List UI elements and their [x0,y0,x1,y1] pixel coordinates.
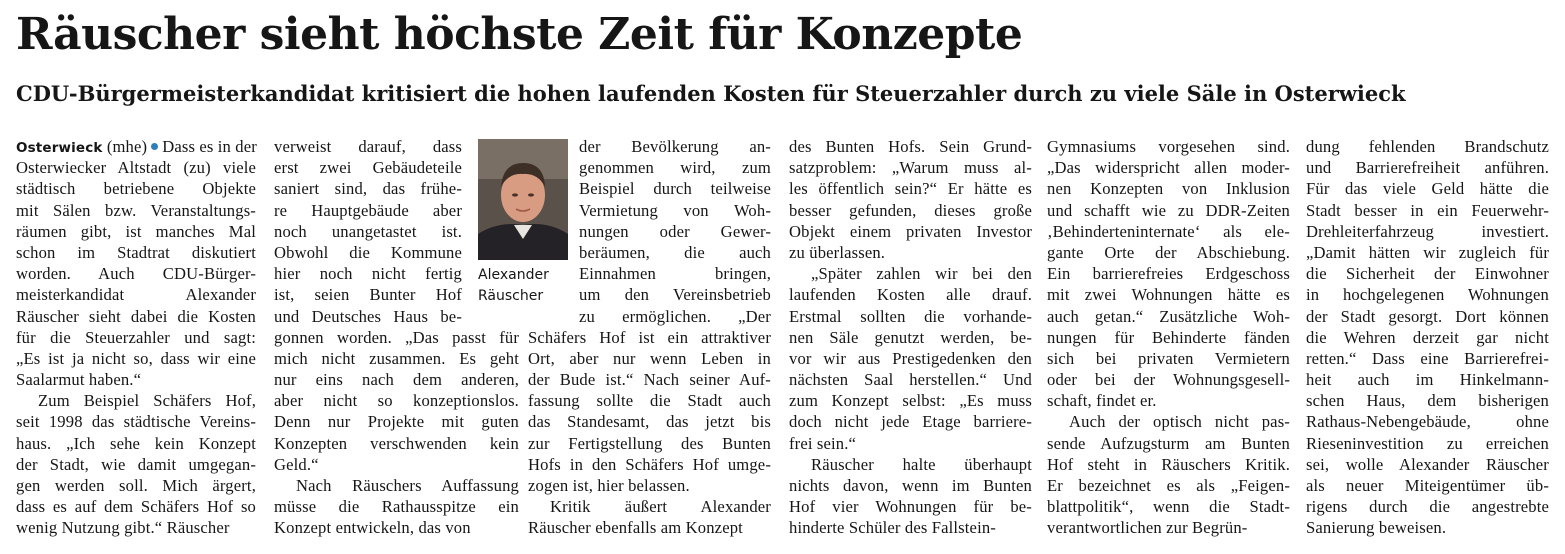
column-1-line-19: wenig Nutzung gibt.“ Räuscher [16,518,230,538]
column-6-line-14: Rathaus-Nebengebäude, ohne [1306,412,1549,432]
column-2-line-17: Nach Räuschers Auffassung [296,476,519,495]
column-4-line-5: Objekt einem privaten Investor [789,221,1032,241]
article-column-3 [528,136,771,539]
column-6-line-13: schen Haus, dem bisherigen [1306,391,1549,411]
column-3-line-5: nungen oder Gewer- [579,221,771,241]
column-2-line-5: noch unangetastet ist. [274,221,462,241]
column-4-line-18: Hof vier Wohnungen für be- [789,497,1032,517]
column-4-line-8: laufenden Kosten alle drauf. [789,285,1032,305]
column-1-line-3: städtisch betriebene Objekte [16,179,256,199]
column-6-line-17: als neuer Miteigentümer üb- [1306,476,1549,495]
column-1-line-11: „Es ist ja nicht so, dass wir eine [16,348,256,368]
column-4-line-16: Räuscher halte überhaupt [811,454,1032,474]
column-4-line-14: doch nicht jede Etage barriere- [789,412,1032,432]
column-6-line-3: Für das viele Geld hätte die [1306,179,1549,199]
column-2-line-3: saniert sind, das frühe- [274,179,462,199]
column-5-line-14: Auch der optisch nicht pas- [1069,412,1290,432]
column-5-line-9: auch getan.“ Zusätzliche Woh- [1047,306,1290,326]
column-6-line-7: die Sicherheit der Einwohner [1306,264,1549,284]
column-5-line-16: Hof steht in Räuschers Kritik. [1047,454,1290,474]
column-4-line-11: vor wir aus Prestigedenken den [789,348,1032,368]
column-5-line-12: oder bei der Wohnungsgesell- [1047,370,1290,390]
column-1-line-1: Dass es in der [162,137,257,156]
column-3-line-15: zur Fertigstellung des Bunten [528,433,771,453]
column-2-line-7: hier noch nicht fertig [274,264,462,284]
column-5-line-2: „Das widerspricht allen moder- [1047,158,1290,178]
column-2-line-9: und Deutsches Haus be- [274,306,462,326]
column-6-line-9: der Stadt gesorgt. Dort können [1306,306,1549,326]
column-5-line-3: nen Konzepten von Inklusion [1047,179,1290,199]
column-3-line-19: Räuscher ebenfalls am Konzept [528,518,743,538]
column-1-line-16: der Stadt, wie damit umgegan- [16,454,256,474]
column-3-line-4: Vermietung von Woh- [579,200,771,220]
article-headline: Räuscher sieht höchste Zeit für Konzepte [16,9,1023,60]
column-3-line-9: zu ermöglichen. „Der [579,306,771,326]
column-3-line-11: Ort, aber nur wenn Leben in [528,348,771,368]
column-6-line-18: rigens durch die angestrebte [1306,497,1549,517]
column-5-line-4: und schafft wie zu DDR-Zeiten [1047,200,1290,220]
column-1-line-17: gen werden soll. Mich ärgert, [16,476,256,495]
column-4-line-19: hinderte Schüler des Fallstein- [789,518,996,538]
column-1-line-14: seit 1998 das städtische Vereins- [16,412,256,432]
dateline-author: (mhe) [106,137,148,156]
column-6-line-11: retten.“ Dass eine Barrierefrei- [1306,348,1549,368]
column-4-line-1: des Bunten Hofs. Sein Grund- [789,137,1032,156]
column-3-line-7: Einnahmen bringen, [579,264,771,284]
column-6-line-6: „Damit hätten wir zugleich für [1306,242,1549,262]
column-2-line-18: müsse die Rathausspitze ein [274,497,519,517]
column-6-line-15: Rieseninvestition zu erreichen [1306,433,1549,453]
column-2-line-1: verweist darauf, dass [274,137,462,156]
column-6-line-1: dung fehlenden Brandschutz [1306,137,1549,156]
column-6-line-5: Drehleiterfahrzeug investiert. [1306,221,1549,241]
column-5-line-1: Gymnasiums vorgesehen sind. [1047,137,1290,156]
column-6-line-16: sei, wolle Alexander Räuscher [1306,454,1549,474]
dateline [16,136,256,157]
column-3-line-16: Hofs in den Schäfers Hof umge- [528,454,771,474]
column-6-line-2: und Barrierefreiheit anführen. [1306,158,1549,178]
column-6-line-19: Sanierung beweisen. [1306,518,1447,538]
column-4-line-6: zu überlassen. [789,242,886,262]
column-4-line-9: Erstmal sollten die vorhande- [789,306,1032,326]
column-5-line-15: sende Aufzugsturm am Bunten [1047,433,1290,453]
column-3-line-13: fassung sollte die Stadt auch [528,391,771,411]
caption-line: Räuscher [478,288,544,304]
column-2-line-16: Geld.“ [274,454,319,474]
column-1-line-6: schon im Stadtrat diskutiert [16,242,256,262]
column-3-line-3: Beispiel durch teilweise [579,179,771,199]
article-column-5 [1047,136,1290,539]
column-5-line-19: verantwortlichen zur Begrün- [1047,518,1248,538]
column-2-line-13: aber nicht so konzeptionslos. [274,391,519,411]
column-5-line-6: gante Orte der Abschiebung. [1047,242,1290,262]
caption-line: Alexander [478,267,549,283]
column-4-line-13: zum Konzept selbst: „Es muss [789,391,1032,411]
column-2-line-2: erst zwei Gebäudeteile [274,158,462,178]
column-4-line-17: nichts davon, wenn im Bunten [789,476,1032,495]
column-2-line-11: mich nicht zusammen. Es geht [274,348,519,368]
column-6-line-12: heit auch im Hinkelmann- [1306,370,1549,390]
column-1-line-4: mit Sälen bzw. Veranstaltungs- [16,200,256,220]
article-column-1 [16,136,256,539]
column-2-line-14: Denn nur Projekte mit guten [274,412,519,432]
column-4-line-3: les öffentlich sein?“ Er hätte es [789,179,1032,199]
column-5-line-8: mit zwei Wohnungen hätte es [1047,285,1290,305]
column-3-line-2: genommen wird, zum [579,158,771,178]
article-subheadline: CDU-Bürgermeisterkandidat kritisiert die hohen laufenden Kosten für Steuerzahler durch zu viele Säle in Osterwieck [16,81,1406,106]
column-3-line-6: beräumen, die auch [579,242,771,262]
column-5-line-17: Er bezeichnet es als „Feigen- [1047,476,1290,495]
column-3-line-18: Kritik äußert Alexander [550,497,771,517]
column-1-line-5: räumen gibt, ist manches Mal [16,221,256,241]
column-2-line-19: Konzept entwickeln, das von [274,518,471,538]
column-5-line-7: Ein barrierefreies Erdgeschoss [1047,264,1290,284]
column-3-line-14: das Standesamt, das jetzt bis [528,412,771,432]
column-2-line-12: nur eins nach dem anderen, [274,370,519,390]
column-1-line-18: dass es auf dem Schäfers Hof so [16,497,256,517]
column-1-line-7: worden. Auch CDU-Bürger- [16,264,256,284]
column-1-line-12: Saalarmut haben.“ [16,370,142,390]
column-1-line-15: haus. „Ich sehe kein Konzept [16,433,256,453]
column-5-line-13: schaft, findet er. [1047,391,1157,411]
column-3-line-8: um den Vereinsbetrieb [579,285,771,305]
dateline-dot-icon [151,143,158,150]
column-1-line-9: Räuscher sieht dabei die Kosten [16,306,256,326]
column-2-line-6: Obwohl die Kommune [274,242,462,262]
column-6-line-8: in hochgelegenen Wohnungen [1306,285,1549,305]
column-4-line-7: „Später zahlen wir bei den [811,264,1032,284]
column-6-line-4: Stadt besser in ein Feuerwehr- [1306,200,1549,220]
column-2-line-8: ist, seien Bunter Hof [274,285,462,305]
column-2-line-15: Konzepten verschwenden kein [274,433,519,453]
column-3-line-12: der Bude ist.“ Nach seiner Auf- [528,370,771,390]
article-column-6 [1306,136,1549,539]
column-3-line-10: Schäfers Hof ist ein attraktiver [528,327,771,347]
column-5-line-10: nungen für Behinderte fänden [1047,327,1290,347]
column-2-line-10: gonnen worden. „Das passt für [274,327,519,347]
column-2-line-4: re Hauptgebäude aber [274,200,462,220]
column-5-line-18: blattpolitik“, wenn die Stadt- [1047,497,1290,517]
column-4-line-4: besser gefunden, dieses große [789,200,1032,220]
article-column-4 [789,136,1032,539]
column-1-line-10: für die Steuerzahler und sagt: [16,327,256,347]
column-4-line-15: frei sein.“ [789,433,857,453]
column-3-line-1: der Bevölkerung an- [579,137,771,156]
column-1-line-13: Zum Beispiel Schäfers Hof, [38,391,256,411]
column-1-line-8: meisterkandidat Alexander [16,285,256,305]
column-4-line-12: nächsten Saal herstellen.“ Und [789,370,1032,390]
column-1-line-2: Osterwiecker Altstadt (zu) viele [16,158,256,178]
column-5-line-11: sich bei privaten Vermietern [1047,348,1290,368]
column-6-line-10: die Wehren derzeit gar nicht [1306,327,1549,347]
column-5-line-5: ‚Behinderteninternate‘ als ele- [1047,221,1290,241]
column-4-line-2: satzproblem: „Warum muss al- [789,158,1032,178]
dateline-place: Osterwieck [16,140,103,156]
column-3-line-17: zogen ist, hier belassen. [528,476,690,495]
column-4-line-10: nen Säle genutzt werden, be- [789,327,1032,347]
